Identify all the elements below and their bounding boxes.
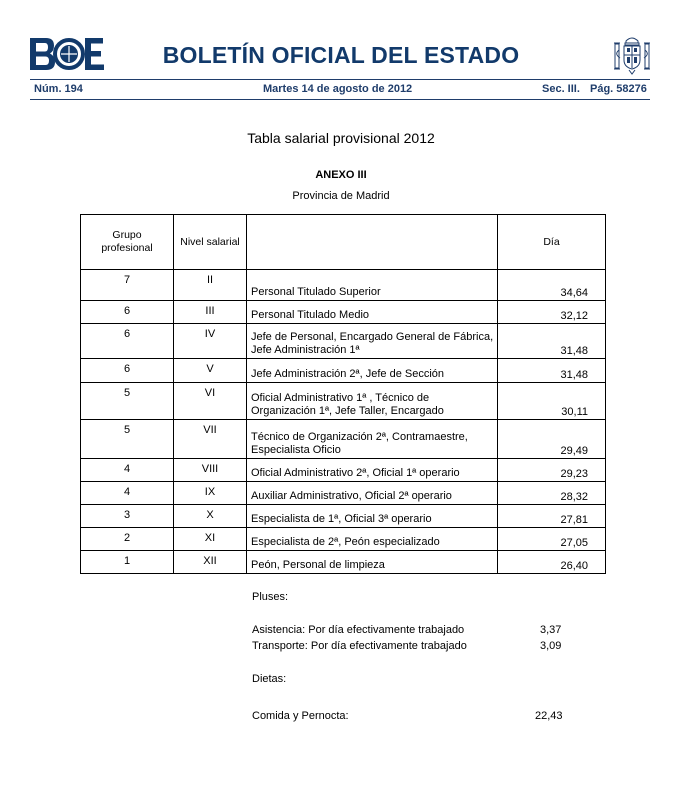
- cell-categoria: Especialista de 2ª, Peón especializado: [247, 528, 498, 551]
- cell-categoria: Oficial Administrativo 1ª , Técnico de Organización 1ª, Jefe Taller, Encargado: [247, 383, 498, 420]
- cell-nivel: IV: [174, 324, 247, 359]
- cell-dia: 31,48: [498, 359, 606, 383]
- cell-dia: 27,81: [498, 505, 606, 528]
- header-rule-top: [30, 79, 650, 80]
- table-row: [81, 383, 606, 420]
- cell-grupo: 7: [81, 270, 174, 301]
- cell-nivel: VI: [174, 383, 247, 420]
- document-title: Tabla salarial provisional 2012: [247, 130, 435, 146]
- cell-dia: 31,48: [498, 324, 606, 359]
- cell-dia: 26,40: [498, 551, 606, 574]
- cell-dia: 28,32: [498, 482, 606, 505]
- plus-transporte-value: 3,09: [540, 640, 562, 652]
- table-row: [81, 482, 606, 505]
- table-row: [81, 301, 606, 324]
- table-row: [81, 505, 606, 528]
- plus-asistencia-label: Asistencia: Por día efectivamente trabajado: [252, 624, 465, 636]
- cell-dia: 32,12: [498, 301, 606, 324]
- cell-nivel: VII: [174, 420, 247, 459]
- cell-grupo: 4: [81, 459, 174, 482]
- cell-dia: 29,23: [498, 459, 606, 482]
- bulletin-title: BOLETÍN OFICIAL DEL ESTADO: [162, 42, 520, 68]
- cell-grupo: 5: [81, 420, 174, 459]
- column-header-dia: Día: [498, 215, 606, 270]
- cell-dia: 29,49: [498, 420, 606, 459]
- cell-categoria: Auxiliar Administrativo, Oficial 2ª operario: [247, 482, 498, 505]
- cell-nivel: IX: [174, 482, 247, 505]
- plus-asistencia-value: 3,37: [540, 624, 562, 636]
- cell-nivel: XI: [174, 528, 247, 551]
- table-row: [81, 528, 606, 551]
- section: Sec. III.: [542, 83, 580, 95]
- cell-grupo: 3: [81, 505, 174, 528]
- cell-grupo: 6: [81, 301, 174, 324]
- annex-heading: ANEXO III: [315, 169, 367, 181]
- cell-grupo: 4: [81, 482, 174, 505]
- cell-nivel: II: [174, 270, 247, 301]
- table-header-row: [81, 215, 606, 270]
- page-number: Pág. 58276: [590, 83, 647, 95]
- cell-grupo: 6: [81, 324, 174, 359]
- header-rule-bottom: [30, 99, 650, 100]
- cell-grupo: 1: [81, 551, 174, 574]
- issue-number: Núm. 194: [34, 83, 83, 95]
- cell-categoria: Personal Titulado Superior: [247, 270, 498, 301]
- cell-dia: 30,11: [498, 383, 606, 420]
- table-row: [81, 459, 606, 482]
- dietas-heading: Dietas:: [252, 673, 287, 685]
- table-row: [81, 551, 606, 574]
- cell-dia: 34,64: [498, 270, 606, 301]
- table-row: [81, 420, 606, 459]
- cell-categoria: Jefe Administración 2ª, Jefe de Sección: [247, 359, 498, 383]
- cell-nivel: X: [174, 505, 247, 528]
- cell-categoria: Personal Titulado Medio: [247, 301, 498, 324]
- salary-table: [80, 214, 606, 574]
- cell-categoria: Peón, Personal de limpieza: [247, 551, 498, 574]
- cell-categoria: Técnico de Organización 2ª, Contramaestre, Especialista Oficio: [247, 420, 498, 459]
- province-heading: Provincia de Madrid: [292, 190, 390, 202]
- cell-nivel: XII: [174, 551, 247, 574]
- dieta-comida-value: 22,43: [535, 710, 563, 722]
- cell-categoria: Especialista de 1ª, Oficial 3ª operario: [247, 505, 498, 528]
- plus-transporte-label: Transporte: Por día efectivamente trabajado: [252, 640, 467, 652]
- cell-nivel: III: [174, 301, 247, 324]
- column-header-categoria: [247, 215, 498, 270]
- coat-of-arms-icon: [612, 34, 652, 76]
- cell-grupo: 6: [81, 359, 174, 383]
- cell-dia: 27,05: [498, 528, 606, 551]
- boe-logo: [30, 38, 104, 70]
- table-row: [81, 270, 606, 301]
- cell-nivel: V: [174, 359, 247, 383]
- table-row: [81, 359, 606, 383]
- issue-date: Martes 14 de agosto de 2012: [263, 83, 413, 95]
- table-row: [81, 324, 606, 359]
- column-header-grupo: Grupo profesional: [81, 215, 174, 270]
- cell-grupo: 2: [81, 528, 174, 551]
- cell-categoria: Jefe de Personal, Encargado General de Fábrica, Jefe Administración 1ª: [247, 324, 498, 359]
- cell-nivel: VIII: [174, 459, 247, 482]
- cell-grupo: 5: [81, 383, 174, 420]
- column-header-nivel: Nivel salarial: [174, 215, 247, 270]
- dieta-comida-label: Comida y Pernocta:: [252, 710, 349, 722]
- cell-categoria: Oficial Administrativo 2ª, Oficial 1ª operario: [247, 459, 498, 482]
- pluses-heading: Pluses:: [252, 591, 289, 603]
